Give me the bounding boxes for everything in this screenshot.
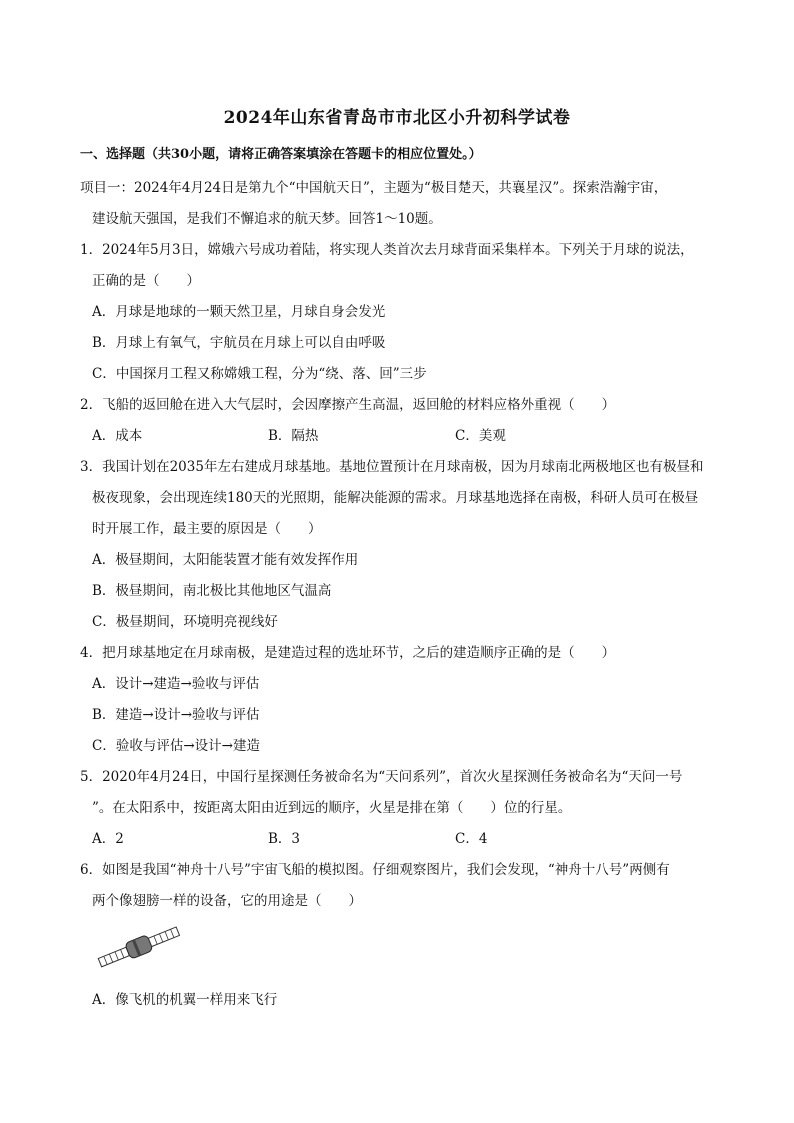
question-2-option-b: B．隔热 [268,428,319,444]
intro-line-2: 建设航天强国，是我们不懈追求的航天梦。回答1～10题。 [92,211,442,227]
question-1-line-1: 1．2024年5月3日，嫦娥六号成功着陆，将实现人类首次去月球背面采集样本。下列关于月球的说法， [80,242,694,258]
question-1-line-2: 正确的是（ ） [92,273,200,289]
spacecraft-figure [95,926,185,968]
question-1-option-c: C．中国探月工程又称嫦娥工程，分为“绕、落、回”三步 [92,366,427,382]
question-4-option-a: A．设计→建造→验收与评估 [92,676,260,692]
question-6-line-2: 两个像翅膀一样的设备，它的用途是（ ） [92,893,362,909]
question-2-line-1: 2．飞船的返回舱在进入大气层时，会因摩擦产生高温，返回舱的材料应格外重视（ ） [80,397,616,413]
question-6-option-a: A．像飞机的机翼一样用来飞行 [92,992,278,1008]
question-2-option-a: A．成本 [92,428,143,444]
question-5-line-2: ”。在太阳系中，按距离太阳由近到远的顺序，火星是排在第（ ）位的行星。 [92,800,572,816]
page-title: 2024年山东省青岛市市北区小升初科学试卷 [223,108,571,128]
question-1-option-b: B．月球上有氧气，宇航员在月球上可以自由呼吸 [92,335,386,351]
intro-line-1: 项目一：2024年4月24日是第九个“中国航天日”，主题为“极目楚天，共襄星汉”。探索浩瀚宇宙， [80,180,668,196]
question-4-line-1: 4．把月球基地定在月球南极，是建造过程的选址环节，之后的建造顺序正确的是（ ） [80,645,616,661]
section-heading: 一、选择题（共30小题，请将正确答案填涂在答题卡的相应位置处。） [80,147,482,162]
spacecraft-icon [97,926,181,968]
question-3-line-3: 时开展工作，最主要的原因是（ ） [92,521,322,537]
question-3-option-a: A．极昼期间，太阳能装置才能有效发挥作用 [92,552,359,568]
question-3-line-2: 极夜现象，会出现连续180天的光照期，能解决能源的需求。月球基地选择在南极，科研人员可在极昼 [92,490,699,506]
question-3-option-b: B．极昼期间，南北极比其他地区气温高 [92,583,332,599]
question-4-option-c: C．验收与评估→设计→建造 [92,738,260,754]
question-5-option-a: A．2 [92,831,124,847]
question-5-option-b: B．3 [268,831,301,847]
question-1-option-a: A．月球是地球的一颗天然卫星，月球自身会发光 [92,304,386,320]
question-4-option-b: B．建造→设计→验收与评估 [92,707,260,723]
question-3-option-c: C．极昼期间，环境明亮视线好 [92,614,278,630]
question-2-option-c: C．美观 [455,428,506,444]
question-3-line-1: 3．我国计划在2035年左右建成月球基地。基地位置预计在月球南极，因为月球南北两极地区也有极昼和 [80,459,704,475]
question-5-line-1: 5．2020年4月24日，中国行星探测任务被命名为“天问系列”，首次火星探测任务被命名为“天问一号 [80,769,683,785]
question-5-option-c: C．4 [455,831,488,847]
question-6-line-1: 6．如图是我国“神舟十八号”宇宙飞船的模拟图。仔细观察图片，我们会发现，“神舟十八号”两侧有 [80,862,670,878]
